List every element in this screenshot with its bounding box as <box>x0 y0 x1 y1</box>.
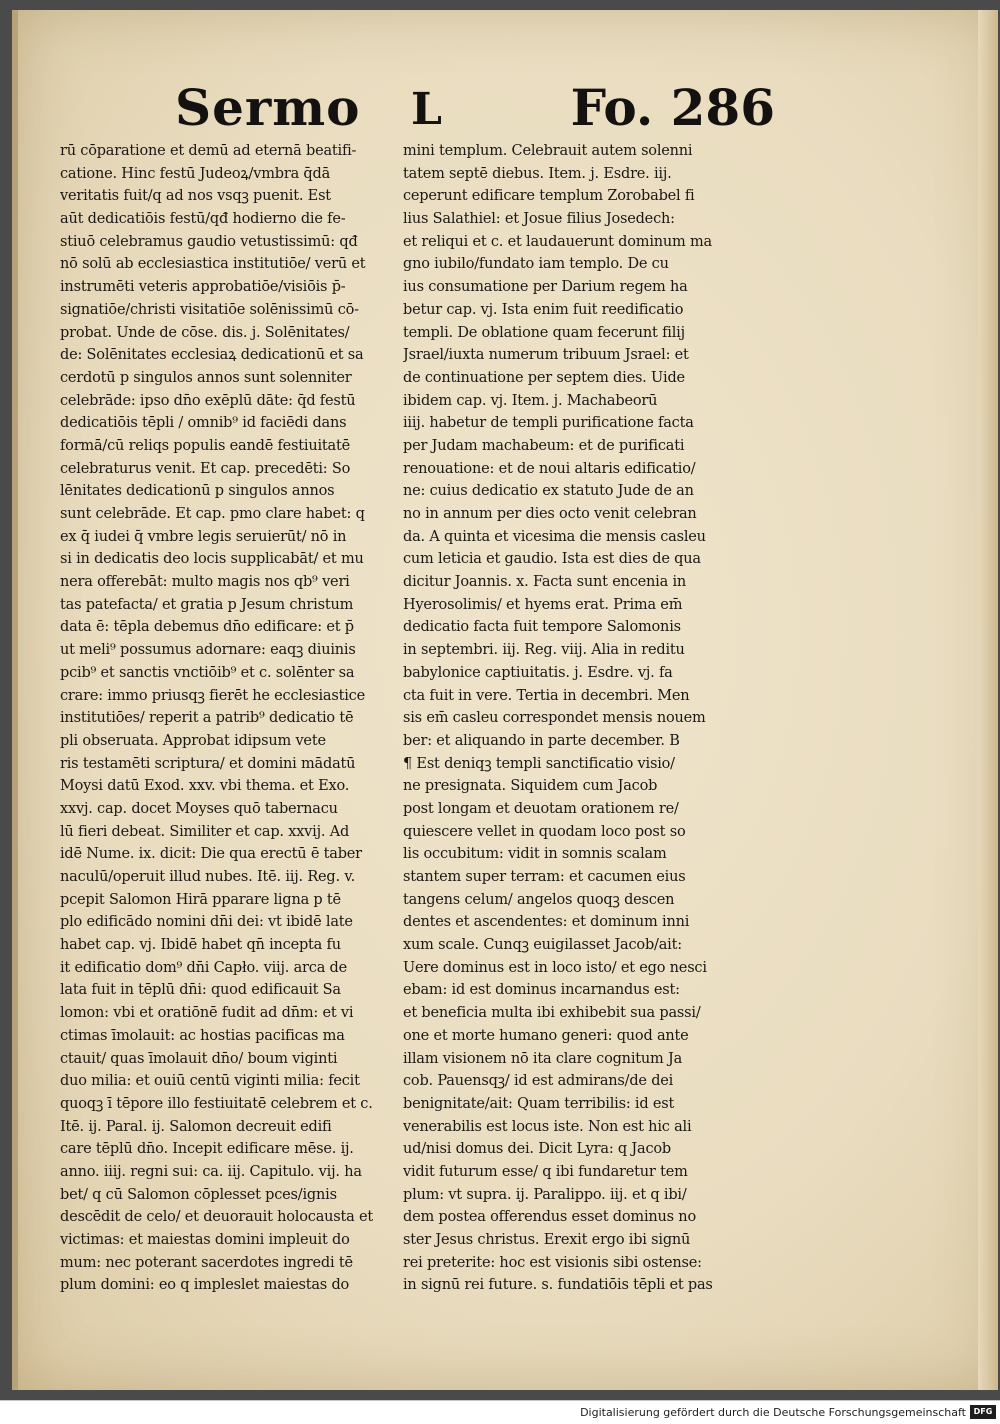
text-line: ¶ Est deniqꝫ templi sanctificatio visio/ <box>403 755 675 772</box>
text-line: ex q̄ iudei q̄ vmbre legis seruierūt/ nō in <box>60 528 347 545</box>
text-line: lomon: vbi et oratiōnē fudit ad dn̄m: et vi <box>60 1005 354 1022</box>
text-line: pcib⁹ et sanctis vnctiōib⁹ et c. solēnter sa <box>60 664 355 681</box>
text-line: it edificatio dom⁹ dn̄i Capło. viij. arca de <box>60 959 348 976</box>
text-line: renouatione: et de noui altaris edificatio/ <box>403 460 696 477</box>
text-line: et beneficia multa ibi exhibebit sua passi/ <box>403 1005 701 1022</box>
text-line: ris testamēti scriptura/ et domini mādatū <box>60 755 356 772</box>
text-line: in signū rei future. s. fundatiōis tēpli et pas <box>403 1277 713 1294</box>
text-line: nō solū ab ecclesiastica institutiōe/ verū et <box>60 256 366 273</box>
text-line: ne presignata. Siquidem cum Jacob <box>403 778 658 795</box>
text-line: dicitur Joannis. x. Facta sunt encenia in <box>403 574 687 591</box>
text-line: cum leticia et gaudio. Ista est dies de qua <box>403 551 701 568</box>
text-line: mum: nec poterant sacerdotes ingredi tē <box>60 1254 353 1271</box>
text-line: descēdit de celo/ et deuorauit holocausta et <box>60 1209 374 1226</box>
text-line: ud/nisi domus dei. Dicit Lyra: q Jacob <box>403 1141 672 1158</box>
text-line: ceperunt edificare templum Zorobabel fi <box>403 188 695 205</box>
text-line: quiescere vellet in quodam loco post so <box>403 823 686 840</box>
running-head-title: Sermo <box>175 78 361 137</box>
text-line: Moysi datū Exod. xxv. vbi thema. et Exo. <box>60 778 350 795</box>
text-line: probat. Unde de cōse. dis. j. Solēnitates/ <box>60 324 350 341</box>
text-line: Hyerosolimis/ et hyems erat. Prima em̄ <box>403 596 683 613</box>
running-head <box>175 78 785 148</box>
folio-number: Fo. 286 <box>570 78 775 137</box>
text-line: dedicatiōis tēpli / omnib⁹ id faciēdi dans <box>60 415 347 432</box>
sermon-number: L <box>411 84 442 135</box>
text-line: tas patefacta/ et gratia p Jesum christum <box>60 596 354 613</box>
text-line: plum: vt supra. ij. Paralippo. iij. et q ibi/ <box>403 1186 687 1203</box>
left-column <box>60 140 390 1297</box>
text-line: plo edificādo nomini dn̄i dei: vt ibidē late <box>60 914 353 931</box>
text-line: Uere dominus est in loco isto/ et ego nesci <box>403 959 707 976</box>
text-line: plum domini: eo q impleslet maiestas do <box>60 1277 350 1294</box>
text-line: data ē: tēpla debemus dn̄o edificare: et p̄ <box>60 619 354 636</box>
text-line: ut meli⁹ possumus adornare: eaqꝫ diuinis <box>60 642 356 659</box>
text-line: illam visionem nō ita clare cognitum Ja <box>403 1050 683 1067</box>
text-line: si in dedicatis deo locis supplicabāt/ et mu <box>60 551 364 568</box>
text-line: tangens celum/ angelos quoqꝫ descen <box>403 891 675 908</box>
text-line: lis occubitum: vidit in somnis scalam <box>403 846 667 863</box>
text-line: de: Solēnitates ecclesiaꝝ dedicationū et sa <box>60 347 364 364</box>
text-line: per Judam machabeum: et de purificati <box>403 437 685 454</box>
right-column <box>403 140 733 1297</box>
text-line: Itē. ij. Paral. ij. Salomon decreuit edifi <box>60 1118 332 1135</box>
footer-bar <box>0 1400 1000 1424</box>
text-line: rū cōparatione et demū ad eternā beatifi- <box>60 143 357 159</box>
text-line: dem postea offerendus esset dominus no <box>403 1209 696 1226</box>
text-line: gno iubilo/fundato iam templo. De cu <box>403 256 669 273</box>
text-line: ebam: id est dominus incarnandus est: <box>403 982 680 999</box>
text-line: de continuatione per septem dies. Uide <box>403 369 685 386</box>
text-line: celebrāde: ipso dn̄o exēplū dāte: q̄d festū <box>60 392 356 409</box>
text-line: crare: immo priusqꝫ fierēt he ecclesiastice <box>60 687 365 704</box>
text-line: nera offerebāt: multo magis nos qb⁹ veri <box>60 574 350 591</box>
text-line: ctimas īmolauit: ac hostias pacificas ma <box>60 1027 345 1044</box>
text-line: dentes et ascendentes: et dominum inni <box>403 914 690 931</box>
text-line: ius consumatione per Darium regem ha <box>403 279 688 296</box>
text-line: mini templum. Celebrauit autem solenni <box>403 143 693 159</box>
text-line: vidit futurum esse/ q ibi fundaretur tem <box>403 1163 688 1180</box>
text-line: lū fieri debeat. Similiter et cap. xxvij. Ad <box>60 823 350 840</box>
text-line: in septembri. iij. Reg. viij. Alia in reditu <box>403 642 685 659</box>
text-line: celebraturus venit. Et cap. precedēti: So <box>60 460 351 477</box>
text-line: tatem septē diebus. Item. j. Esdre. iij. <box>403 165 672 182</box>
text-line: anno. iiij. regni sui: ca. iij. Capitulo. vij. ha <box>60 1163 362 1180</box>
text-line: benignitate/ait: Quam terribilis: id est <box>403 1095 675 1112</box>
text-line: cob. Pauensqꝫ/ id est admirans/de dei <box>403 1073 674 1090</box>
text-line: ctauit/ quas īmolauit dn̄o/ boum viginti <box>60 1050 338 1067</box>
text-line: xum scale. Cunqꝫ euigilasset Jacob/ait: <box>403 937 682 954</box>
text-line: ber: et aliquando in parte december. B <box>403 732 680 749</box>
text-line: et reliqui et c. et laudauerunt dominum ma <box>403 233 712 250</box>
text-line: bet/ q cū Salomon cōplesset pces/ignis <box>60 1186 337 1203</box>
text-line: cerdotū p singulos annos sunt solenniter <box>60 369 352 386</box>
text-line: rei preterite: hoc est visionis sibi ostense: <box>403 1254 702 1271</box>
text-line: duo milia: et ouiū centū viginti milia: fecit <box>60 1073 360 1090</box>
text-line: betur cap. vj. Ista enim fuit reedificatio <box>403 301 684 318</box>
text-line: xxvj. cap. docet Moyses quō tabernacu <box>60 800 338 817</box>
text-line: babylonice captiuitatis. j. Esdre. vj. fa <box>403 664 673 681</box>
text-line: aūt dedicatiōis festū/qđ hodierno die fe- <box>60 211 346 228</box>
text-line: Jsrael/iuxta numerum tribuum Jsrael: et <box>403 347 689 364</box>
text-line: post longam et deuotam orationem re/ <box>403 800 679 817</box>
text-line: care tēplū dn̄o. Incepit edificare mēse. ij. <box>60 1141 354 1158</box>
text-line: lēnitates dedicationū p singulos annos <box>60 483 335 500</box>
text-line: quoqꝫ ī tēpore illo festiuitatē celebrem et c. <box>60 1095 373 1112</box>
text-line: da. A quinta et vicesima die mensis casleu <box>403 528 706 545</box>
text-line: ne: cuius dedicatio ex statuto Jude de an <box>403 483 694 500</box>
text-line: no in annum per dies octo venit celebran <box>403 506 697 522</box>
text-line: lius Salathiel: et Josue filius Josedech: <box>403 211 675 228</box>
text-line: institutiōes/ reperit a patrib⁹ dedicatio tē <box>60 710 354 727</box>
text-line: iiij. habetur de templi purificatione facta <box>403 415 694 432</box>
text-line: templi. De oblatione quam fecerunt filij <box>403 324 685 341</box>
text-line: victimas: et maiestas domini impleuit do <box>60 1232 350 1248</box>
text-line: ibidem cap. vj. Item. j. Machabeorū <box>403 392 658 409</box>
dfg-logo: DFG <box>970 1405 996 1419</box>
text-line: idē Nume. ix. dicit: Die qua erectū ē taber <box>60 846 362 863</box>
text-line: signatiōe/christi visitatiōe solēnissimū cō- <box>60 301 359 318</box>
text-line: cta fuit in vere. Tertia in decembri. Men <box>403 687 690 704</box>
text-line: naculū/operuit illud nubes. Itē. iij. Reg. v. <box>60 869 356 885</box>
text-line: instrumēti veteris approbatiōe/visiōis p̄- <box>60 279 346 296</box>
text-line: sunt celebrāde. Et cap. pmo clare habet: q <box>60 506 365 522</box>
text-line: dedicatio facta fuit tempore Salomonis <box>403 619 681 636</box>
funding-credit: Digitalisierung gefördert durch die Deutsche Forschungsgemeinschaft <box>580 1406 966 1419</box>
text-line: one et morte humano generi: quod ante <box>403 1027 689 1044</box>
text-line: stiuō celebramus gaudio vetustissimū: qđ <box>60 233 358 250</box>
text-line: sis em̄ casleu correspondet mensis nouem <box>403 710 706 727</box>
text-line: stantem super terram: et cacumen eius <box>403 869 686 885</box>
text-line: formā/cū reliqs populis eandē festiuitatē <box>60 437 350 454</box>
text-line: veritatis fuit/q ad nos vsqꝫ puenit. Est <box>60 188 331 205</box>
page-edge <box>978 10 998 1390</box>
text-line: lata fuit in tēplū dn̄i: quod edificauit Sa <box>60 982 341 999</box>
text-line: ster Jesus christus. Erexit ergo ibi signū <box>403 1232 691 1248</box>
text-line: habet cap. vj. Ibidē habet qn̄ incepta fu <box>60 937 341 954</box>
text-line: venerabilis est locus iste. Non est hic ali <box>403 1118 692 1135</box>
text-line: pli obseruata. Approbat idipsum vete <box>60 732 326 749</box>
text-line: pcepit Salomon Hirā pparare ligna p tē <box>60 891 341 908</box>
text-line: catione. Hinc festū Judeoꝝ/vmbra q̄dā <box>60 165 331 182</box>
